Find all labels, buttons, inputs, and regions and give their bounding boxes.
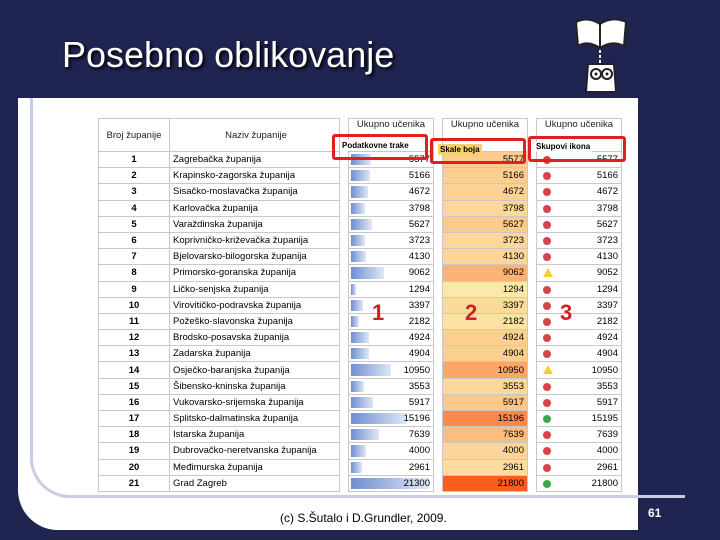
table-row <box>99 411 622 427</box>
cell-icon-set <box>537 265 622 281</box>
value-col3: 4130 <box>596 251 618 263</box>
cell-no: 7 <box>99 249 170 265</box>
cell-data-bar <box>349 249 434 265</box>
value-col2: 1294 <box>502 283 524 295</box>
cell-data-bar <box>349 216 434 232</box>
value-col1: 1294 <box>408 283 430 295</box>
cell-data-bar <box>349 330 434 346</box>
value-col2: 5627 <box>502 218 524 230</box>
value-col3: 1294 <box>596 283 618 295</box>
value-col3: 5166 <box>596 170 618 182</box>
value-col2: 2182 <box>502 315 524 327</box>
table-row <box>99 200 622 216</box>
cell-color-scale <box>443 281 528 297</box>
cell-data-bar <box>349 378 434 394</box>
highlight-box-3 <box>528 136 626 162</box>
status-circle-icon <box>543 415 551 423</box>
value-col2: 9062 <box>502 267 524 279</box>
cell-name: Bjelovarsko-bilogorska županija <box>170 249 340 265</box>
cell-no: 11 <box>99 313 170 329</box>
value-col1: 5577 <box>408 154 430 166</box>
value-col3: 10950 <box>591 364 618 376</box>
table-row <box>99 330 622 346</box>
value-col1: 5917 <box>408 396 430 408</box>
status-circle-icon <box>543 237 551 245</box>
cell-color-scale <box>443 427 528 443</box>
table-row <box>99 459 622 475</box>
cell-no: 5 <box>99 216 170 232</box>
value-col3: 2961 <box>596 461 618 473</box>
table-row <box>99 362 622 378</box>
cell-no: 4 <box>99 200 170 216</box>
value-col3: 15195 <box>591 413 618 425</box>
cell-name: Grad Zagreb <box>170 475 340 491</box>
cell-color-scale <box>443 216 528 232</box>
data-bar <box>351 203 365 214</box>
footer-credit: (c) S.Šutalo i D.Grundler, 2009. <box>280 511 447 525</box>
status-circle-icon <box>543 205 551 213</box>
cell-icon-set <box>537 232 622 248</box>
icon-sets-button[interactable]: Skupovi ikona <box>536 142 591 151</box>
value-col3: 5917 <box>596 396 618 408</box>
data-bar <box>351 381 364 392</box>
cell-no: 15 <box>99 378 170 394</box>
data-bar <box>351 170 370 181</box>
cell-name: Brodsko-posavska županija <box>170 330 340 346</box>
value-col2: 10950 <box>497 364 524 376</box>
page-number: 61 <box>648 506 662 520</box>
value-col2: 15196 <box>497 413 524 425</box>
cell-color-scale <box>443 443 528 459</box>
value-col3: 4904 <box>596 348 618 360</box>
table-row <box>99 249 622 265</box>
cell-icon-set <box>537 297 622 313</box>
cell-data-bar <box>349 443 434 459</box>
value-col1: 10950 <box>403 364 430 376</box>
cell-name: Koprivničko-križevačka županija <box>170 232 340 248</box>
cell-name: Karlovačka županija <box>170 200 340 216</box>
header-col2: Ukupno učenika <box>443 119 528 152</box>
cell-name: Varaždinska županija <box>170 216 340 232</box>
value-col3: 3723 <box>596 235 618 247</box>
cell-icon-set <box>537 459 622 475</box>
value-col1: 5166 <box>408 170 430 182</box>
cell-name: Splitsko-dalmatinska županija <box>170 411 340 427</box>
status-circle-icon <box>543 221 551 229</box>
value-col2: 4000 <box>502 445 524 457</box>
cell-no: 20 <box>99 459 170 475</box>
cell-data-bar <box>349 184 434 200</box>
label-2: 2 <box>465 300 478 325</box>
table-row <box>99 427 622 443</box>
data-bar <box>351 300 363 311</box>
status-circle-icon <box>543 365 553 374</box>
status-circle-icon <box>543 286 551 294</box>
table-row <box>99 378 622 394</box>
value-col1: 4000 <box>408 445 430 457</box>
cell-icon-set <box>537 394 622 410</box>
value-col1: 4130 <box>408 251 430 263</box>
cell-name: Šibensko-kninska županija <box>170 378 340 394</box>
value-col1: 3723 <box>408 235 430 247</box>
table-row <box>99 281 622 297</box>
value-col3: 3397 <box>596 299 618 311</box>
cell-no: 14 <box>99 362 170 378</box>
data-bar <box>351 235 365 246</box>
value-col2: 21800 <box>497 477 524 489</box>
cell-name: Primorsko-goranska županija <box>170 265 340 281</box>
data-bar <box>351 348 369 359</box>
cell-name: Osječko-baranjska županija <box>170 362 340 378</box>
status-circle-icon <box>543 399 551 407</box>
cell-name: Zadarska županija <box>170 346 340 362</box>
value-col1: 2961 <box>408 461 430 473</box>
cell-color-scale <box>443 313 528 329</box>
cell-name: Ličko-senjska županija <box>170 281 340 297</box>
data-bar <box>351 284 356 295</box>
data-bar <box>351 445 366 456</box>
cell-no: 19 <box>99 443 170 459</box>
value-col3: 5627 <box>596 218 618 230</box>
cell-no: 9 <box>99 281 170 297</box>
value-col2: 4130 <box>502 251 524 263</box>
cell-data-bar <box>349 297 434 313</box>
data-bar <box>351 364 391 375</box>
cell-data-bar <box>349 265 434 281</box>
status-circle-icon <box>543 480 551 488</box>
status-circle-icon <box>543 268 553 277</box>
cell-icon-set <box>537 330 622 346</box>
cell-data-bar <box>349 362 434 378</box>
value-col2: 2961 <box>502 461 524 473</box>
cell-icon-set <box>537 427 622 443</box>
cell-name: Virovitičko-podravska županija <box>170 297 340 313</box>
cell-color-scale <box>443 362 528 378</box>
cell-icon-set <box>537 168 622 184</box>
counties-table <box>98 118 622 492</box>
data-bar <box>351 429 379 440</box>
cell-icon-set <box>537 216 622 232</box>
header-col3: Ukupno učenika <box>537 119 622 152</box>
cell-color-scale <box>443 168 528 184</box>
cell-color-scale <box>443 249 528 265</box>
cell-icon-set <box>537 362 622 378</box>
table-row <box>99 346 622 362</box>
cell-color-scale <box>443 184 528 200</box>
cell-icon-set <box>537 184 622 200</box>
highlight-box-1 <box>332 134 428 160</box>
cell-name: Sisačko-moslavačka županija <box>170 184 340 200</box>
value-col3: 21800 <box>591 477 618 489</box>
cell-color-scale <box>443 232 528 248</box>
cell-name: Međimurska županija <box>170 459 340 475</box>
data-bar <box>351 219 372 230</box>
value-col2: 3397 <box>502 299 524 311</box>
table-row <box>99 475 622 491</box>
value-col1: 3798 <box>408 202 430 214</box>
cell-data-bar <box>349 411 434 427</box>
status-circle-icon <box>543 431 551 439</box>
label-1: 1 <box>372 300 385 325</box>
value-col1: 15196 <box>403 413 430 425</box>
table-row <box>99 265 622 281</box>
table-row <box>99 313 622 329</box>
data-bar <box>351 462 362 473</box>
cell-color-scale <box>443 411 528 427</box>
value-col1: 2182 <box>408 315 430 327</box>
value-col1: 4672 <box>408 186 430 198</box>
value-col2: 3553 <box>502 380 524 392</box>
cell-color-scale <box>443 200 528 216</box>
cell-data-bar <box>349 200 434 216</box>
table-row <box>99 394 622 410</box>
status-circle-icon <box>543 334 551 342</box>
cell-name: Istarska županija <box>170 427 340 443</box>
cell-icon-set <box>537 411 622 427</box>
value-col2: 4904 <box>502 348 524 360</box>
cell-no: 18 <box>99 427 170 443</box>
data-bar <box>351 267 384 278</box>
cell-data-bar <box>349 346 434 362</box>
cell-no: 13 <box>99 346 170 362</box>
cell-no: 8 <box>99 265 170 281</box>
value-col3: 5577 <box>596 154 618 166</box>
cell-no: 12 <box>99 330 170 346</box>
cell-no: 2 <box>99 168 170 184</box>
status-circle-icon <box>543 172 551 180</box>
cell-color-scale <box>443 394 528 410</box>
cell-color-scale <box>443 346 528 362</box>
status-circle-icon <box>543 447 551 455</box>
value-col3: 4672 <box>596 186 618 198</box>
status-circle-icon <box>543 302 551 310</box>
cell-name: Vukovarsko-srijemska županija <box>170 394 340 410</box>
cell-no: 1 <box>99 152 170 168</box>
table-row <box>99 232 622 248</box>
value-col1: 9062 <box>408 267 430 279</box>
value-col3: 7639 <box>596 429 618 441</box>
value-col2: 7639 <box>502 429 524 441</box>
cell-icon-set <box>537 378 622 394</box>
value-col1: 5627 <box>408 218 430 230</box>
cell-name: Zagrebačka županija <box>170 152 340 168</box>
header-col1: Ukupno učenika <box>349 119 434 152</box>
header-name: Naziv županije <box>170 119 340 152</box>
color-scales-button[interactable]: Skale boja <box>440 145 480 154</box>
table-row <box>99 184 622 200</box>
cell-color-scale <box>443 378 528 394</box>
cell-no: 10 <box>99 297 170 313</box>
cell-color-scale <box>443 475 528 491</box>
cell-data-bar <box>349 168 434 184</box>
value-col1: 7639 <box>408 429 430 441</box>
table-row <box>99 216 622 232</box>
status-circle-icon <box>543 350 551 358</box>
cell-data-bar <box>349 281 434 297</box>
table-row <box>99 443 622 459</box>
cell-icon-set <box>537 281 622 297</box>
value-col3: 4000 <box>596 445 618 457</box>
highlight-box-2 <box>430 138 526 164</box>
cell-data-bar <box>349 232 434 248</box>
cell-no: 3 <box>99 184 170 200</box>
cell-icon-set <box>537 443 622 459</box>
value-col2: 4672 <box>502 186 524 198</box>
cell-icon-set <box>537 313 622 329</box>
data-bar <box>351 413 407 424</box>
data-bars-button[interactable]: Podatkovne trake <box>342 141 409 150</box>
value-col3: 3798 <box>596 202 618 214</box>
cell-icon-set <box>537 249 622 265</box>
value-col2: 3798 <box>502 202 524 214</box>
value-col2: 5166 <box>502 170 524 182</box>
slide-title: Posebno oblikovanje <box>62 34 395 75</box>
cell-data-bar <box>349 313 434 329</box>
value-col2: 4924 <box>502 332 524 344</box>
value-col1: 3397 <box>408 299 430 311</box>
cell-color-scale <box>443 459 528 475</box>
status-circle-icon <box>543 188 551 196</box>
cell-no: 21 <box>99 475 170 491</box>
cell-no: 16 <box>99 394 170 410</box>
label-3: 3 <box>560 300 573 325</box>
status-circle-icon <box>543 318 551 326</box>
cell-data-bar <box>349 459 434 475</box>
data-bar <box>351 316 359 327</box>
value-col1: 3553 <box>408 380 430 392</box>
cell-color-scale <box>443 297 528 313</box>
status-circle-icon <box>543 253 551 261</box>
table-row <box>99 168 622 184</box>
data-bar <box>351 397 373 408</box>
book-owl-icon <box>572 14 630 98</box>
value-col1: 4904 <box>408 348 430 360</box>
cell-color-scale <box>443 330 528 346</box>
cell-name: Krapinsko-zagorska županija <box>170 168 340 184</box>
value-col3: 4924 <box>596 332 618 344</box>
cell-name: Požeško-slavonska županija <box>170 313 340 329</box>
cell-icon-set <box>537 200 622 216</box>
value-col3: 9052 <box>596 267 618 279</box>
cell-data-bar <box>349 427 434 443</box>
table-row <box>99 297 622 313</box>
data-bar <box>351 332 369 343</box>
cell-color-scale <box>443 265 528 281</box>
value-col1: 4924 <box>408 332 430 344</box>
cell-icon-set <box>537 346 622 362</box>
cell-no: 17 <box>99 411 170 427</box>
cell-icon-set <box>537 475 622 491</box>
value-col2: 5917 <box>502 396 524 408</box>
header-no: Broj županije <box>99 119 170 152</box>
cell-no: 6 <box>99 232 170 248</box>
cell-name: Dubrovačko-neretvanska županija <box>170 443 340 459</box>
status-circle-icon <box>543 383 551 391</box>
data-bar <box>351 186 368 197</box>
value-col2: 5577 <box>502 154 524 166</box>
data-bar <box>351 251 366 262</box>
value-col1: 21300 <box>403 477 430 489</box>
value-col3: 3553 <box>596 380 618 392</box>
cell-data-bar <box>349 394 434 410</box>
value-col2: 3723 <box>502 235 524 247</box>
status-circle-icon <box>543 464 551 472</box>
value-col3: 2182 <box>596 315 618 327</box>
cell-data-bar <box>349 475 434 491</box>
